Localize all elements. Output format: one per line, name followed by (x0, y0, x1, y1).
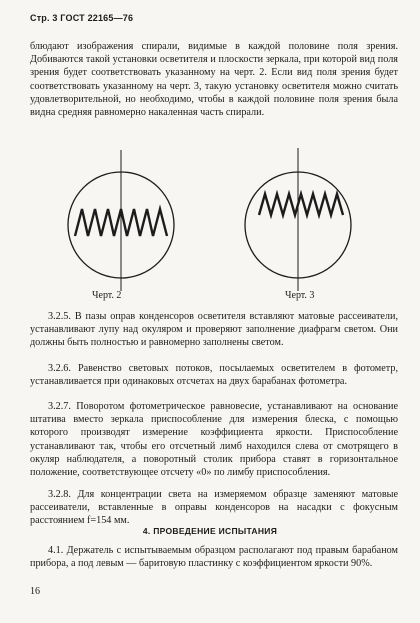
intro-paragraph: блюдают изображения спирали, видимые в каждой половине поля зрения. Добиваются такой установки осветителя и плоскости зеркала, при которой вид поля зрения будет соответствовать указанному на черт. 2. Если вид поля зрения будет соответствовать указанному на черт. 3, такую установку осветителя можно считать удовлетворительной, но необходимо, чтобы в каждой половине поля зрения была видна средняя равномерно накаленная часть спирали. (30, 41, 398, 119)
paragraph-4-1: 4.1. Держатель с испытываемым образцом располагают под правым барабаном прибора, а под левым — баритовую пластинку с коэффициентом яркости 90%. (30, 545, 398, 570)
figure-2-caption: Черт. 2 (92, 290, 122, 301)
figure-3-caption: Черт. 3 (285, 290, 315, 301)
paragraph-3-2-6: 3.2.6. Равенство световых потоков, посылаемых осветителем в фотометр, устанавливается при одинаковых отсчетах на двух барабанах фотометра. (30, 363, 398, 388)
paragraph-3-2-5: 3.2.5. В пазы оправ конденсоров осветителя вставляют матовые рассеиватели, устанавливают лупу над окуляром и проверяют заполнение диафрагм светом. Они должны быть полностью и равномерно заполнены светом. (30, 311, 398, 349)
paragraph-3-2-7: 3.2.7. Поворотом фотометрическое равновесие, устанавливают на основание штатива вместо зеркала приспособление для измерения блеска, с помощью которого производят измерение коэффициента яркости. Приспособление устанавливают так, чтобы его отсчетный лимб находился слева от смотрящего в окуляр наблюдателя, а поворотный столик прибора ставят в горизонтальное положение, соответствующее отсчету «0» по лимбу приспособления. (30, 401, 398, 479)
figure-2-diagram (66, 148, 176, 293)
section-title: 4. ПРОВЕДЕНИЕ ИСПЫТАНИЯ (142, 526, 278, 536)
page-number: 16 (30, 586, 40, 597)
figure-3-diagram (243, 148, 353, 293)
page-header: Стр. 3 ГОСТ 22165—76 (30, 13, 134, 23)
paragraph-3-2-8: 3.2.8. Для концентрации света на измеряемом образце заменяют матовые рассеиватели, вставленные в оправы конденсоров на насадки с фокусным расстоянием f=154 мм. (30, 489, 398, 527)
